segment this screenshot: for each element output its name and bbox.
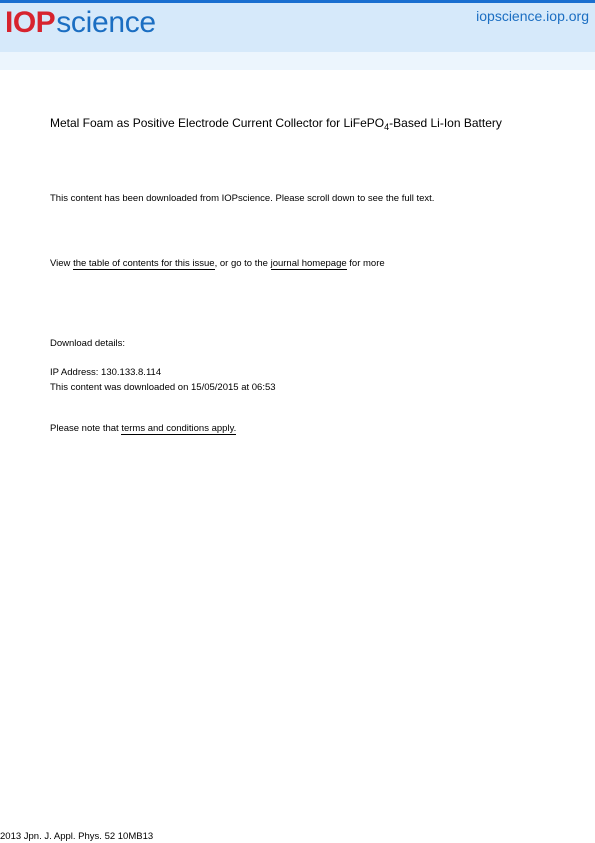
view-middle: , or go to the bbox=[214, 258, 271, 269]
view-suffix: for more bbox=[346, 258, 385, 269]
logo-iop-text: IOP bbox=[5, 6, 56, 39]
logo-science-text: science bbox=[56, 6, 156, 39]
view-links-line bbox=[50, 258, 385, 270]
article-title bbox=[50, 116, 502, 130]
site-url-link[interactable]: iopscience.iop.org bbox=[476, 8, 589, 24]
header-subbar bbox=[0, 52, 595, 70]
ip-address: IP Address: 130.133.8.114 bbox=[50, 367, 162, 378]
toc-link[interactable]: the table of contents for this issue bbox=[73, 258, 215, 269]
article-title-main: Metal Foam as Positive Electrode Current Collector for LiFePO bbox=[50, 116, 385, 130]
download-date: This content was downloaded on 15/05/2015 at 06:53 bbox=[50, 382, 276, 393]
article-title-subscript: 4 bbox=[384, 122, 390, 132]
article-title-end: -Based Li-Ion Battery bbox=[389, 116, 502, 130]
terms-link[interactable]: terms and conditions apply. bbox=[121, 423, 237, 434]
journal-homepage-link[interactable]: journal homepage bbox=[270, 258, 347, 269]
download-details-heading: Download details: bbox=[50, 338, 125, 349]
terms-line bbox=[50, 423, 236, 435]
iopscience-logo[interactable] bbox=[5, 7, 156, 39]
terms-prefix: Please note that bbox=[50, 423, 122, 434]
download-notice: This content has been downloaded from IOPscience. Please scroll down to see the full text. bbox=[50, 193, 435, 204]
footer-citation: 2013 Jpn. J. Appl. Phys. 52 10MB13 bbox=[0, 831, 154, 842]
site-header bbox=[0, 0, 595, 52]
view-prefix: View bbox=[50, 258, 74, 269]
